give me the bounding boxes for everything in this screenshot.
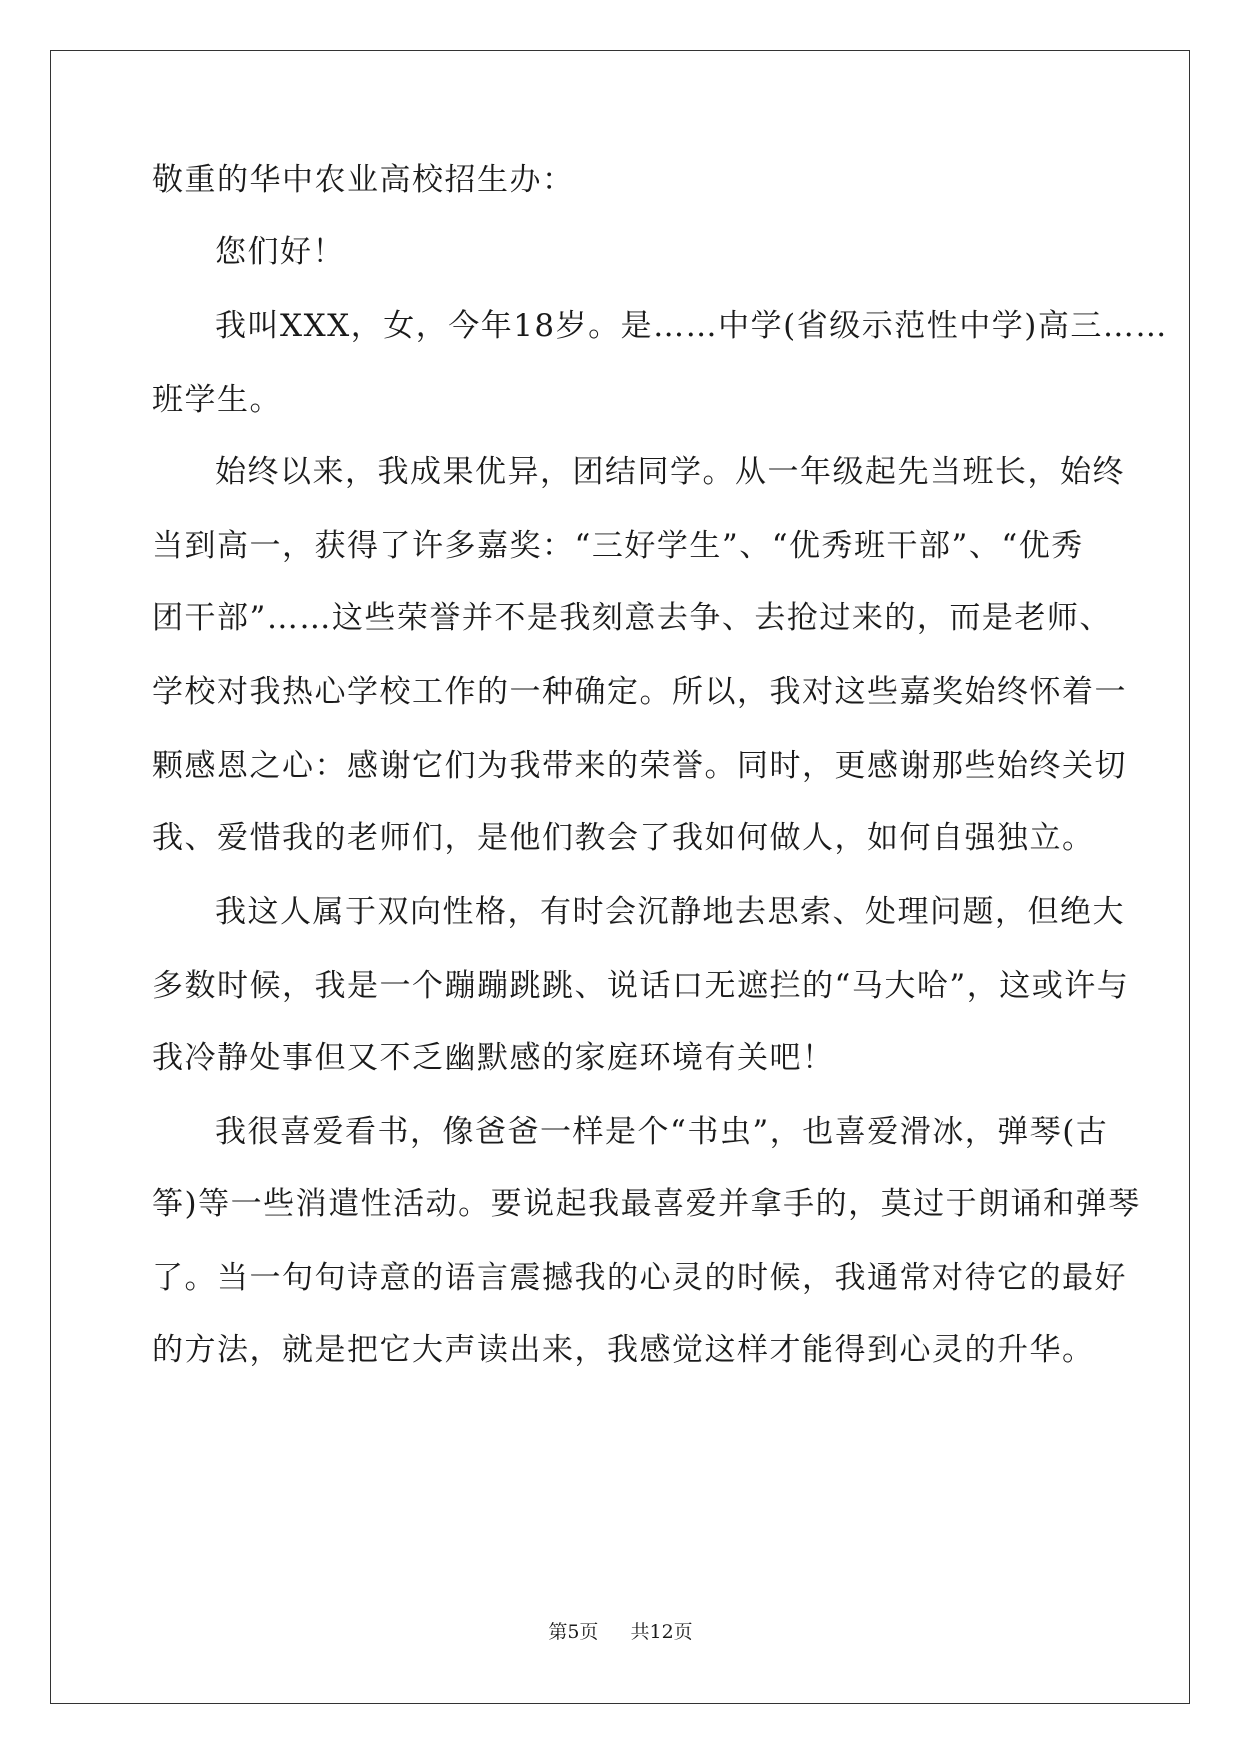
text-line: 了。当一句句诗意的语言震撼我的心灵的时候，我通常对待它的最好: [152, 1260, 1127, 1296]
text-line: 敬重的华中农业高校招生办：: [152, 162, 575, 198]
text-line: 筝)等一些消遣性活动。要说起我最喜爱并拿手的，莫过于朗诵和弹琴: [152, 1186, 1141, 1222]
text-line: 我很喜爱看书，像爸爸一样是个“书虫”，也喜爱滑冰，弹琴(古: [215, 1114, 1109, 1150]
text-line: 的方法，就是把它大声读出来，我感觉这样才能得到心灵的升华。: [152, 1332, 1095, 1368]
text-line: 我、爱惜我的老师们，是他们教会了我如何做人，如何自强独立。: [152, 820, 1095, 856]
text-line: 您们好！: [215, 234, 345, 270]
text-line: 颗感恩之心：感谢它们为我带来的荣誉。同时，更感谢那些始终关切: [152, 748, 1127, 784]
text-line: 我冷静处事但又不乏幽默感的家庭环境有关吧！: [152, 1040, 835, 1076]
page-number: 第5页: [548, 1621, 599, 1643]
text-line: 当到高一，获得了许多嘉奖：“三好学生”、“优秀班干部”、“优秀: [152, 528, 1084, 564]
text-line: 多数时候，我是一个蹦蹦跳跳、说话口无遮拦的“马大哈”，这或许与: [152, 968, 1130, 1004]
text-line: 班学生。: [152, 382, 282, 418]
page-frame: [50, 50, 1190, 1704]
text-line: 学校对我热心学校工作的一种确定。所以，我对这些嘉奖始终怀着一: [152, 674, 1127, 710]
page-total: 共12页: [630, 1621, 693, 1643]
text-line: 我叫XXX，女，今年18岁。是……中学(省级示范性中学)高三……: [215, 308, 1168, 344]
page-footer: [0, 1620, 1241, 1644]
text-line: 始终以来，我成果优异，团结同学。从一年级起先当班长，始终: [215, 454, 1125, 490]
text-line: 我这人属于双向性格，有时会沉静地去思索、处理问题，但绝大: [215, 894, 1125, 930]
text-line: 团干部”……这些荣誉并不是我刻意去争、去抢过来的，而是老师、: [152, 600, 1112, 636]
